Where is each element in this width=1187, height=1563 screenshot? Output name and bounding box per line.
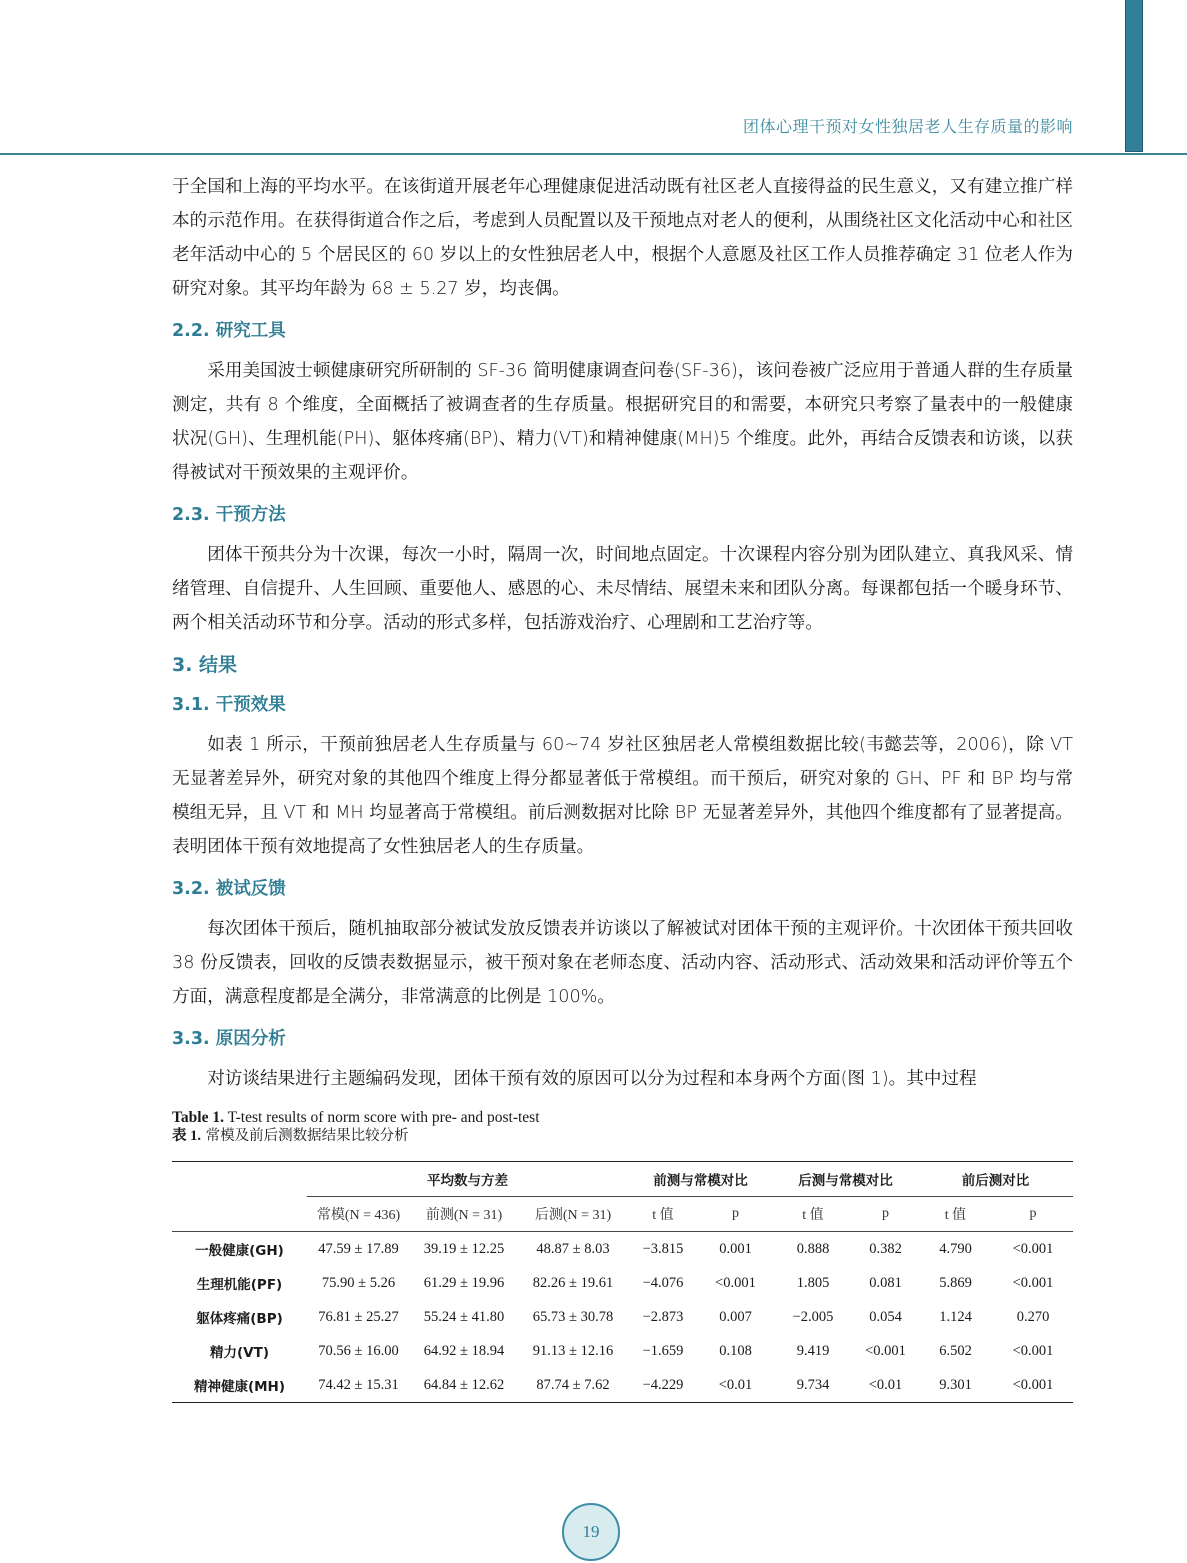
table-cell: 75.90 ± 5.26 [321,1274,396,1291]
paragraph: 如表 1 所示，干预前独居老人生存质量与 60~74 岁社区独居老人常模组数据比较(韦懿芸等，2006)，除 VT 无显著差异外，研究对象的其他四个维度上得分都显著低于常模组。而干预后，研究对象的 GH、PF 和 BP 均与常模组无异，且 VT 和 MH 均显著高于常模组。前后测数据对比除 BP 无显著差异外，其他四个维度都有了显著提高。表明团体干预有效地提高了女性独居老人的生存质量。 [172,735,1073,857]
table-cell: 55.24 ± 41.80 [423,1308,505,1325]
subheader-row [172,1197,1073,1232]
table-cell: −1.659 [642,1342,684,1359]
column-header: t 值 [628,1197,698,1232]
table-cell: 61.29 ± 19.96 [423,1274,505,1291]
column-header: t 值 [773,1197,853,1232]
table-cell: <0.001 [1012,1342,1054,1359]
subheader-blank [172,1197,307,1232]
table-cell: <0.001 [865,1342,906,1359]
caption-en-label: Table 1. [172,1109,224,1126]
row-label: 躯体疼痛(BP) [196,1311,283,1327]
caption-zh: 常模及前后测数据结果比较分析 [201,1128,409,1144]
table-cell: 70.56 ± 16.00 [318,1342,399,1359]
sections [172,170,1073,1096]
header-rule [0,153,1187,155]
table-cell: 64.92 ± 18.94 [423,1342,505,1359]
column-header: t 值 [918,1197,993,1232]
table-cell: 0.001 [719,1240,752,1257]
table-cell: −2.005 [792,1308,834,1325]
table-cell: 6.502 [939,1342,972,1359]
table-cell: 0.081 [869,1274,902,1291]
table-row [172,1368,1073,1403]
row-label: 精力(VT) [210,1345,269,1361]
section-heading: 3.1. 干预效果 [172,695,286,715]
results-table [172,1161,1073,1403]
table-cell: <0.01 [698,1368,773,1403]
table-cell: <0.001 [715,1274,756,1291]
section-heading: 2.3. 干预方法 [172,505,286,525]
paragraph: 团体干预共分为十次课，每次一小时，隔周一次，时间地点固定。十次课程内容分别为团队建立、真我风采、情绪管理、自信提升、人生回顾、重要他人、感恩的心、未尽情结、展望未来和团队分离。每课都包括一个暖身环节、两个相关活动环节和分享。活动的形式多样，包括游戏治疗、心理剧和工艺治疗等。 [172,545,1073,633]
table-cell: 9.419 [796,1342,830,1359]
table-cell: 9.301 [918,1368,993,1403]
table-cell: 48.87 ± 8.03 [536,1240,610,1257]
column-header: p [698,1197,773,1232]
caption-zh-label: 表 1. [172,1128,201,1144]
paragraph: 采用美国波士顿健康研究所研制的 SF-36 简明健康调查问卷(SF-36)，该问卷被广泛应用于普通人群的生存质量测定，共有 8 个维度，全面概括了被调查者的生存质量。根据研究目的和需要，本研究只考察了量表中的一般健康状况(GH)、生理机能(PH)、躯体疼痛(BP)、精力(VT)和精神健康(MH)5 个维度。此外，再结合反馈表和访谈，以获得被试对干预效果的主观评价。 [172,361,1073,483]
table-cell: 47.59 ± 17.89 [318,1240,399,1257]
section-heading: 3. 结果 [172,654,238,676]
table-caption [172,1108,1073,1145]
column-header: 常模(N = 436) [307,1197,410,1232]
running-title: 团体心理干预对女性独居老人生存质量的影响 [742,117,1073,136]
table-cell: <0.001 [1012,1274,1054,1291]
table-cell: 87.74 ± 7.62 [518,1368,628,1403]
column-header: 后测(N = 31) [518,1197,628,1232]
table-cell: −4.229 [628,1368,698,1403]
table-row [172,1334,1073,1368]
table-cell: 5.869 [939,1274,972,1291]
section-heading: 3.2. 被试反馈 [172,879,286,899]
page-number: 19 [562,1503,620,1561]
group-header: 前测与常模对比 [628,1162,773,1197]
column-header: p [853,1197,918,1232]
table-cell: −3.815 [642,1240,684,1257]
table-cell: −2.873 [642,1308,684,1325]
paragraph: 每次团体干预后，随机抽取部分被试发放反馈表并访谈以了解被试对团体干预的主观评价。十次团体干预共回收 38 份反馈表，回收的反馈表数据显示，被干预对象在老师态度、活动内容、活动形式、活动效果和活动评价等五个方面，满意程度都是全满分，非常满意的比例是 100%。 [172,919,1073,1007]
table-cell: 4.790 [939,1240,972,1257]
table-cell: 82.26 ± 19.61 [532,1274,614,1291]
group-header: 前后测对比 [918,1162,1073,1197]
table-cell: 39.19 ± 12.25 [423,1240,505,1257]
journal-edge-tab [1125,0,1143,152]
column-header: 前测(N = 31) [410,1197,518,1232]
table-cell: 1.124 [939,1308,972,1325]
group-header: 后测与常模对比 [773,1162,918,1197]
table-cell: 0.054 [869,1308,902,1325]
table-row [172,1300,1073,1334]
article-body [172,170,1073,1403]
table-cell: <0.001 [993,1368,1073,1403]
table-cell: 0.270 [1016,1308,1050,1325]
caption-en: T-test results of norm score with pre- and post-test [223,1109,540,1126]
table-cell: 0.007 [719,1308,752,1325]
row-label: 一般健康(GH) [195,1243,284,1259]
table-cell: 65.73 ± 30.78 [532,1308,614,1325]
table-cell: 1.805 [796,1274,830,1291]
paragraph: 于全国和上海的平均水平。在该街道开展老年心理健康促进活动既有社区老人直接得益的民生意义，又有建立推广样本的示范作用。在获得街道合作之后，考虑到人员配置以及干预地点对老人的便利，从围绕社区文化活动中心和社区老年活动中心的 5 个居民区的 60 岁以上的女性独居老人中，根据个人意愿及社区工作人员推荐确定 31 位老人作为研究对象。其平均年龄为 68 ± 5.27 岁，均丧偶。 [172,177,1073,299]
table-row [172,1266,1073,1300]
table-cell: 0.108 [719,1342,752,1359]
table-cell: 64.84 ± 12.62 [410,1368,518,1403]
section-heading: 3.3. 原因分析 [172,1029,286,1049]
section-heading: 2.2. 研究工具 [172,321,286,341]
table-cell: 74.42 ± 15.31 [307,1368,410,1403]
table-cell: 0.888 [796,1240,830,1257]
table-row [172,1232,1073,1267]
table-cell: 76.81 ± 25.27 [318,1308,399,1325]
paragraph: 对访谈结果进行主题编码发现，团体干预有效的原因可以分为过程和本身两个方面(图 1)。其中过程 [207,1069,977,1089]
row-label: 精神健康(MH) [172,1368,307,1403]
table-cell: 0.382 [869,1240,902,1257]
table-cell: 91.13 ± 12.16 [532,1342,614,1359]
table-cell: <0.01 [853,1368,918,1403]
header-blank [172,1162,307,1197]
table-cell: −4.076 [642,1274,684,1291]
row-label: 生理机能(PF) [196,1277,283,1293]
table-cell: 9.734 [773,1368,853,1403]
table-cell: <0.001 [1012,1240,1054,1257]
group-header: 平均数与方差 [307,1162,628,1197]
column-header: p [993,1197,1073,1232]
